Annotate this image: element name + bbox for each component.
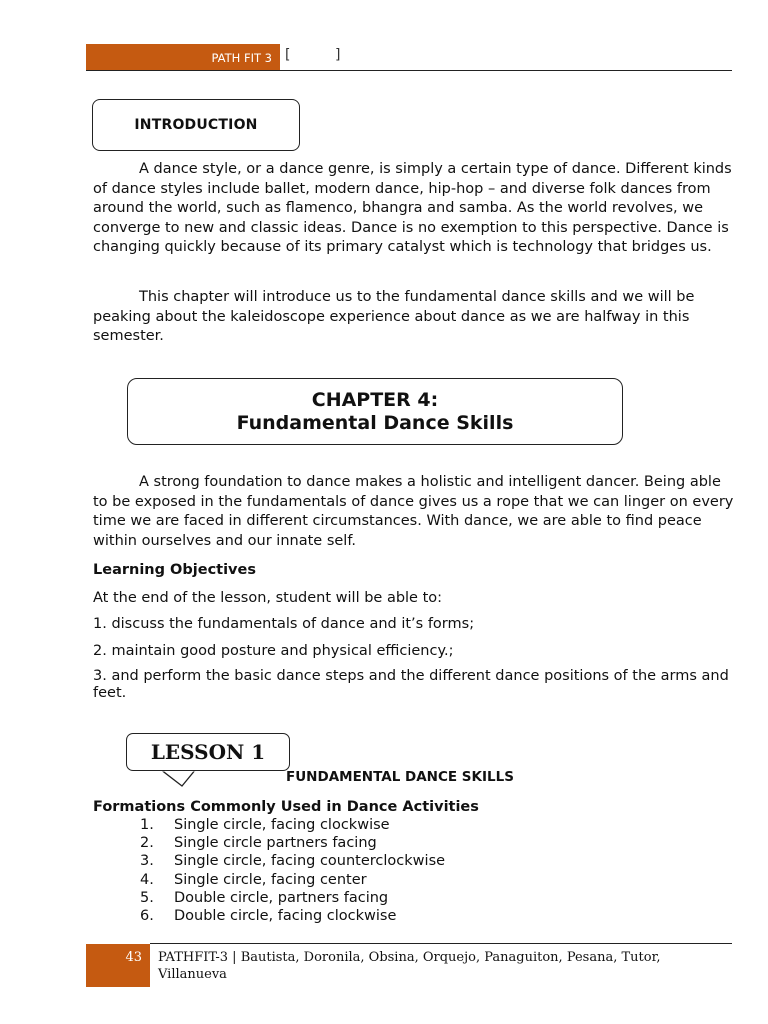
footer-page-box: [86, 944, 150, 987]
list-text: Single circle, facing counterclockwise: [174, 853, 446, 870]
footer-authors: PATHFIT-3 | Bautista, Doronila, Obsina, Orquejo, Panaguiton, Pesana, Tutor, Villanueva: [158, 950, 661, 982]
chapter-number: CHAPTER 4:: [311, 388, 439, 411]
list-text: Double circle, facing clockwise: [174, 908, 397, 925]
lesson-callout: [126, 733, 290, 771]
header-label: [86, 44, 280, 71]
formations-heading: Formations Commonly Used in Dance Activities: [93, 799, 479, 815]
header-label-text: PATH FIT 3: [211, 50, 272, 65]
chapter-title-box: [127, 378, 623, 445]
chapter-paragraph: A strong foundation to dance makes a holistic and intelligent dancer. Being able to be exposed in the fundamentals of dance gives us a rope that we can linger on every time we are faced in different circumstances. With dance, we are able to find peace within ourselves and our innate self.: [93, 474, 734, 549]
list-number: 1.: [140, 817, 154, 833]
header-bracket: [ ]: [285, 47, 341, 63]
footer-rule: [150, 943, 732, 944]
list-text: Single circle partners facing: [174, 835, 377, 852]
list-item: [140, 852, 445, 870]
list-item: [140, 871, 445, 889]
list-number: 3.: [140, 853, 154, 870]
intro-paragraph-2: This chapter will introduce us to the fundamental dance skills and we will be peaking about the kaleidoscope experience about dance as we are halfway in this semester.: [93, 289, 695, 345]
lesson-label: LESSON 1: [150, 740, 266, 764]
intro-paragraph-1: A dance style, or a dance genre, is simply a certain type of dance. Different kinds of dance styles include ballet, modern dance, hip-hop – and diverse folk dances from around the world, such as flamenco, bhangra and samba. As the world revolves, we converge to new and classic ideas. Dance is no exemption to this perspective. Dance is changing quickly because of its primary catalyst which is technology that bridges us.: [93, 161, 732, 256]
list-item: [140, 816, 445, 834]
objectives-intro: At the end of the lesson, student will be able to:: [93, 590, 443, 606]
objective-item: 1. discuss the fundamentals of dance and it’s forms;: [93, 616, 475, 632]
list-text: Single circle, facing clockwise: [174, 817, 390, 833]
list-item: [140, 834, 445, 852]
header-rule: [86, 70, 732, 71]
formations-list: [140, 816, 445, 925]
objectives-heading: Learning Objectives: [93, 562, 256, 578]
chapter-title: Fundamental Dance Skills: [236, 411, 514, 434]
lesson-subtitle: FUNDAMENTAL DANCE SKILLS: [286, 769, 514, 785]
list-number: 6.: [140, 908, 154, 925]
list-text: Single circle, facing center: [174, 871, 367, 888]
list-item: [140, 907, 445, 925]
introduction-heading-box: [92, 99, 300, 151]
list-item: [140, 889, 445, 907]
list-number: 2.: [140, 835, 154, 852]
callout-tail: [160, 769, 200, 789]
objective-item: 2. maintain good posture and physical efficiency.;: [93, 643, 454, 659]
list-text: Double circle, partners facing: [174, 889, 389, 906]
list-number: 4.: [140, 871, 154, 888]
page-number: 43: [125, 950, 142, 965]
list-number: 5.: [140, 889, 154, 906]
introduction-heading: INTRODUCTION: [134, 117, 258, 133]
objective-item: 3. and perform the basic dance steps and the different dance positions of the arms and feet.: [93, 668, 729, 701]
